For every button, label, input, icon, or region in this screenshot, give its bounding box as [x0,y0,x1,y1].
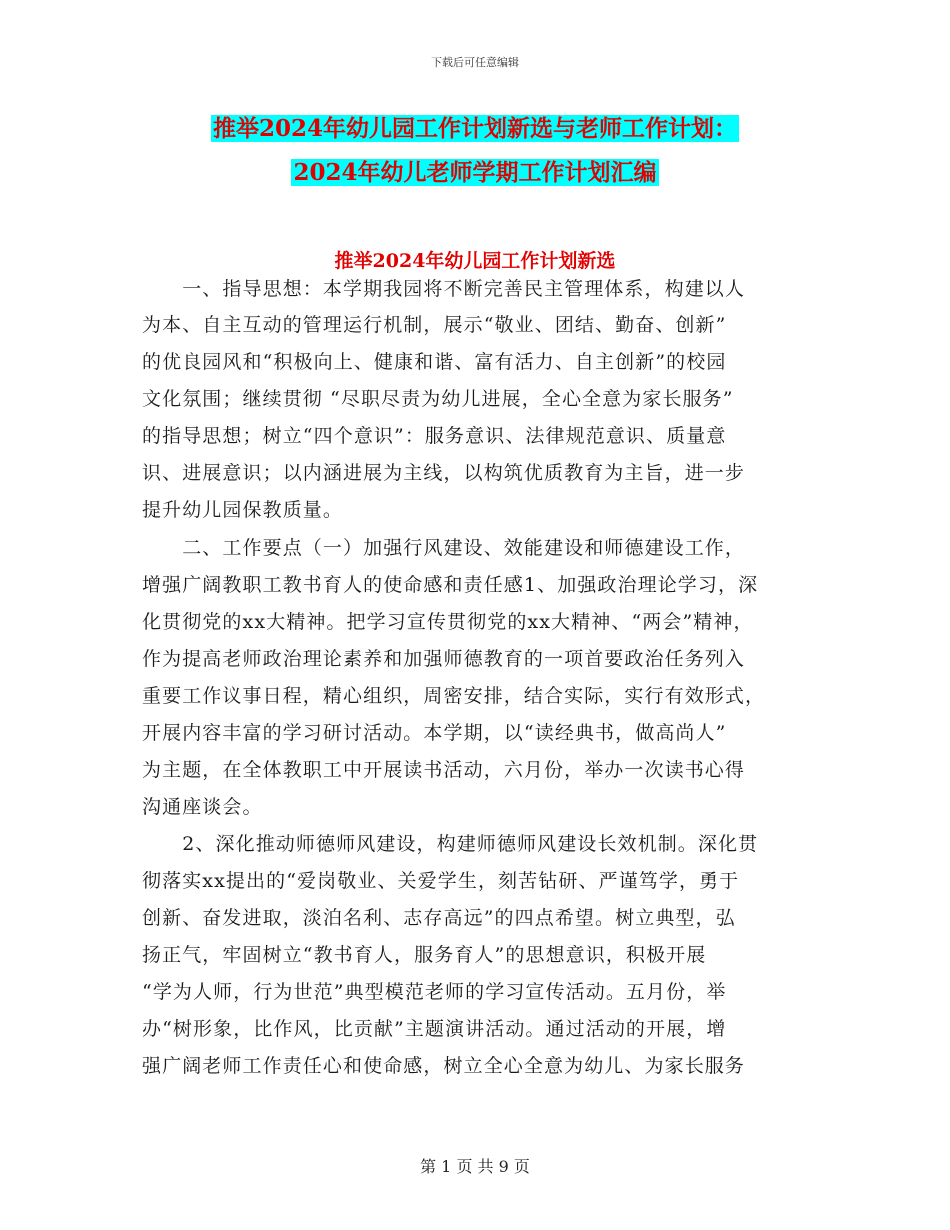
header-note: 下载后可任意编辑 [431,56,519,69]
body-line: 创新、奋发进取，淡泊名利、志存高远”的四点希望。树立典型，弘 [142,907,736,929]
body-line: 彻落实xx提出的“爱岗敬业、关爱学生，刻苦钻研、严谨笃学，勇于 [142,870,740,892]
body-line: 扬正气，牢固树立“教书育人，服务育人”的思想意识，积极开展 [142,944,707,966]
body-line: “学为人师，行为世范”典型模范老师的学习宣传活动。五月份，举 [142,981,727,1003]
body-line: 重要工作议事日程，精心组织，周密安排，结合实际，实行有效形式， [142,685,766,707]
body-line: 2、深化推动师德师风建设，构建师德师风建设长效机制。深化贯 [142,833,759,855]
body-line: 开展内容丰富的学习研讨活动。本学期，以“读经典书，做高尚人” [142,722,727,744]
body-line: 二、工作要点（一）加强行风建设、效能建设和师德建设工作， [142,537,746,559]
body-line: 为本、自主互动的管理运行机制，展示“敬业、团结、勤奋、创新” [142,314,727,336]
body-line: 增强广阔教职工教书育人的使命感和责任感1、加强政治理论学习，深 [142,574,759,596]
section-title: 推举2024年幼儿园工作计划新选 [334,250,616,272]
body-line: 化贯彻党的xx大精神。把学习宣传贯彻党的xx大精神、“两会”精神， [142,611,754,633]
document-title-line-1 [0,114,950,144]
body-line: 为主题，在全体教职工中开展读书活动，六月份，举办一次读书心得 [142,759,746,781]
body-line: 的优良园风和“积极向上、健康和谐、富有活力、自主创新”的校园 [142,351,727,373]
body-line: 的指导思想；树立“四个意识”：服务意识、法律规范意识、质量意 [142,425,727,447]
body-line: 提升幼儿园保教质量。 [142,499,344,521]
body-line: 强广阔老师工作责任心和使命感，树立全心全意为幼儿、为家长服务 [142,1055,746,1077]
body-line: 作为提高老师政治理论素养和加强师德教育的一项首要政治任务列入 [142,648,746,670]
title-highlight-1: 推举2024年幼儿园工作计划新选与老师工作计划： [212,115,737,142]
body-line: 文化氛围；继续贯彻 “尽职尽责为幼儿进展，全心全意为家长服务” [142,388,734,410]
title-highlight-2: 2024年幼儿老师学期工作计划汇编 [293,159,657,186]
body-line: 识、进展意识；以内涵进展为主线，以构筑优质教育为主旨，进一步 [142,462,746,484]
body-line: 一、指导思想：本学期我园将不断完善民主管理体系，构建以人 [142,278,746,300]
document-title-line-2 [0,158,950,188]
body-line: 办“树形象，比作风，比贡献”主题演讲活动。通过活动的开展，增 [142,1018,727,1040]
body-line: 沟通座谈会。 [142,796,263,818]
page-number: 第 1 页 共 9 页 [420,1157,530,1176]
